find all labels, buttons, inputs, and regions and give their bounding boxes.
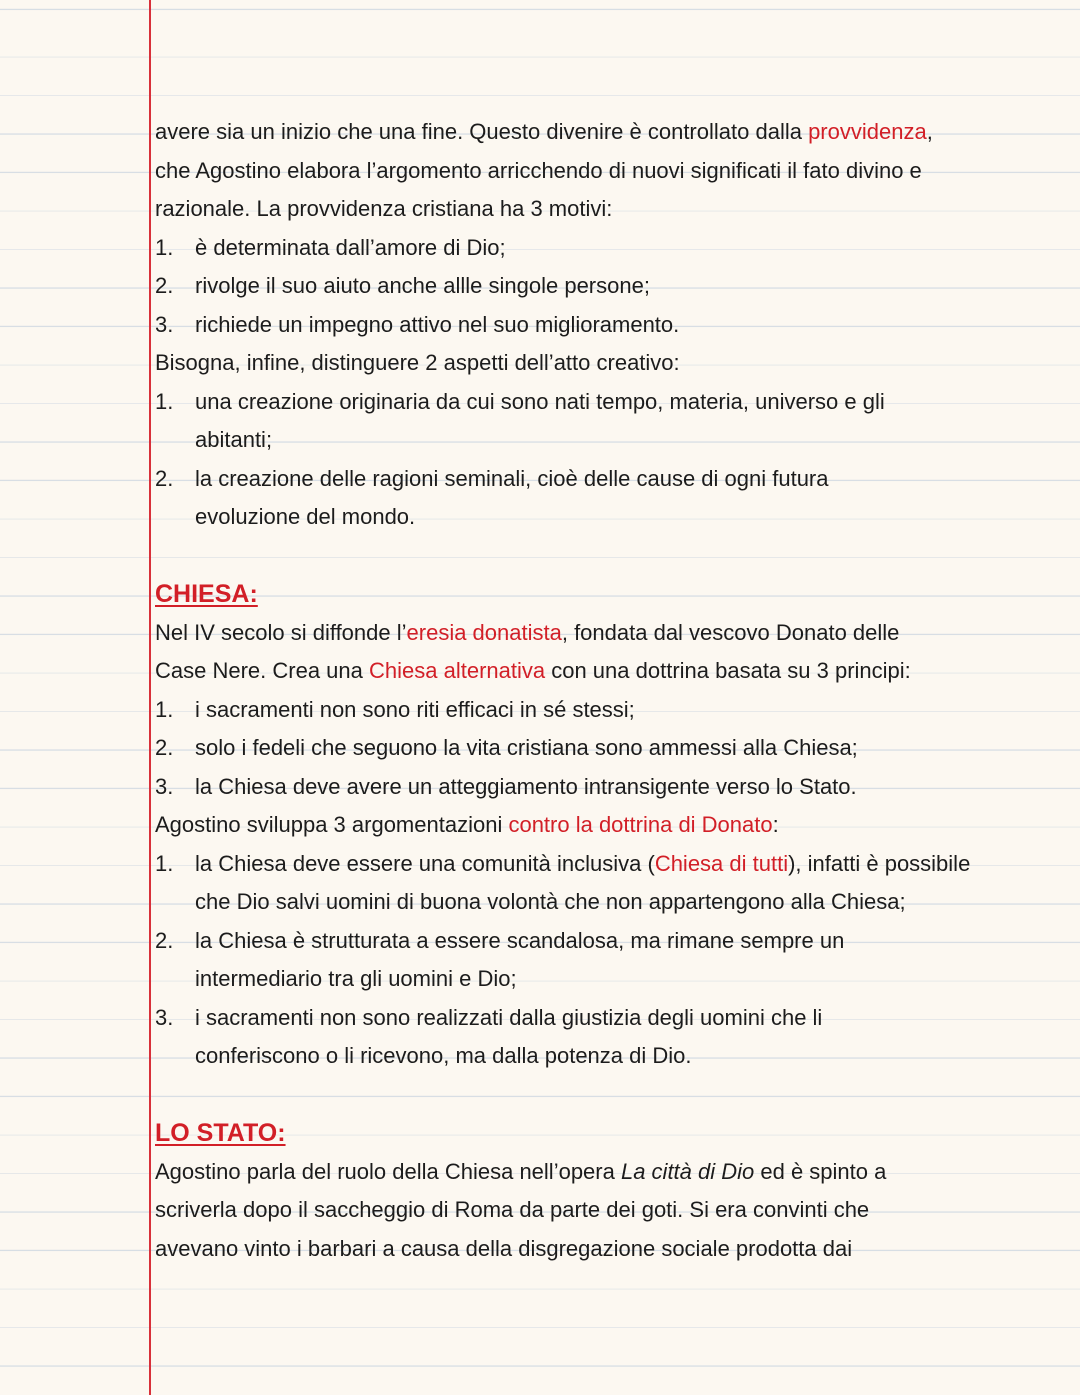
text-line: Case Nere. Crea una Chiesa alternativa con una dottrina basata su 3 principi: <box>155 658 911 683</box>
list-item: 2. la creazione delle ragioni seminali, cioè delle cause di ogni futura evoluzione del mondo. <box>155 465 829 529</box>
list-item: 2. la Chiesa è strutturata a essere scandalosa, ma rimane sempre un intermediario tra gli uomini e Dio; <box>155 927 845 991</box>
section-heading: CHIESA: <box>155 580 258 608</box>
highlight-term: provvidenza <box>808 119 927 144</box>
text-line: razionale. La provvidenza cristiana ha 3 motivi: <box>155 196 613 221</box>
list-item: 3. i sacramenti non sono realizzati dalla giustizia degli uomini che li conferiscono o li ricevono, ma dalla potenza di Dio. <box>155 1004 823 1068</box>
text-line: scriverla dopo il saccheggio di Roma da parte dei goti. Si era convinti che <box>155 1197 870 1222</box>
text-line: avere sia un inizio che una fine. Questo divenire è controllato dalla provvidenza, <box>155 119 933 144</box>
list-item: 1. è determinata dall’amore di Dio; <box>155 234 506 260</box>
note-page <box>155 113 995 1268</box>
text-line: avevano vinto i barbari a causa della disgregazione sociale prodotta dai <box>155 1235 853 1261</box>
list-item: 3. la Chiesa deve avere un atteggiamento intransigente verso lo Stato. <box>155 773 857 799</box>
section-heading: LO STATO: <box>155 1119 286 1147</box>
text-line: Agostino parla del ruolo della Chiesa nell’opera La città di Dio ed è spinto a <box>155 1158 887 1184</box>
list-item: 1. i sacramenti non sono riti efficaci in sé stessi; <box>155 696 635 722</box>
list-item: 2. rivolge il suo aiuto anche allle singole persone; <box>155 273 650 298</box>
list-item: 1. una creazione originaria da cui sono nati tempo, materia, universo e gli abitanti; <box>155 388 885 452</box>
list-item: 2. solo i fedeli che seguono la vita cristiana sono ammessi alla Chiesa; <box>155 735 858 760</box>
text-line: Bisogna, infine, distinguere 2 aspetti dell’atto creativo: <box>155 350 680 375</box>
margin-line <box>149 0 151 1395</box>
highlight-term: contro la dottrina di Donato <box>508 812 773 837</box>
text-line: Agostino sviluppa 3 argomentazioni contro la dottrina di Donato: <box>155 812 779 837</box>
highlight-term: Chiesa alternativa <box>369 658 546 683</box>
highlight-term: Chiesa di tutti <box>654 850 789 876</box>
list-item: 3. richiede un impegno attivo nel suo miglioramento. <box>155 311 680 337</box>
list-item: 1. la Chiesa deve essere una comunità inclusiva (Chiesa di tutti), infatti è possibile che Dio salvi uomini di buona volontà che non appartengono alla Chiesa; <box>155 850 971 914</box>
highlight-term: eresia donatista <box>406 619 562 645</box>
text-line: Nel IV secolo si diffonde l’eresia donatista, fondata dal vescovo Donato delle <box>155 619 900 645</box>
text-line: che Agostino elabora l’argomento arricchendo di nuovi significati il fato divino e <box>155 157 922 183</box>
